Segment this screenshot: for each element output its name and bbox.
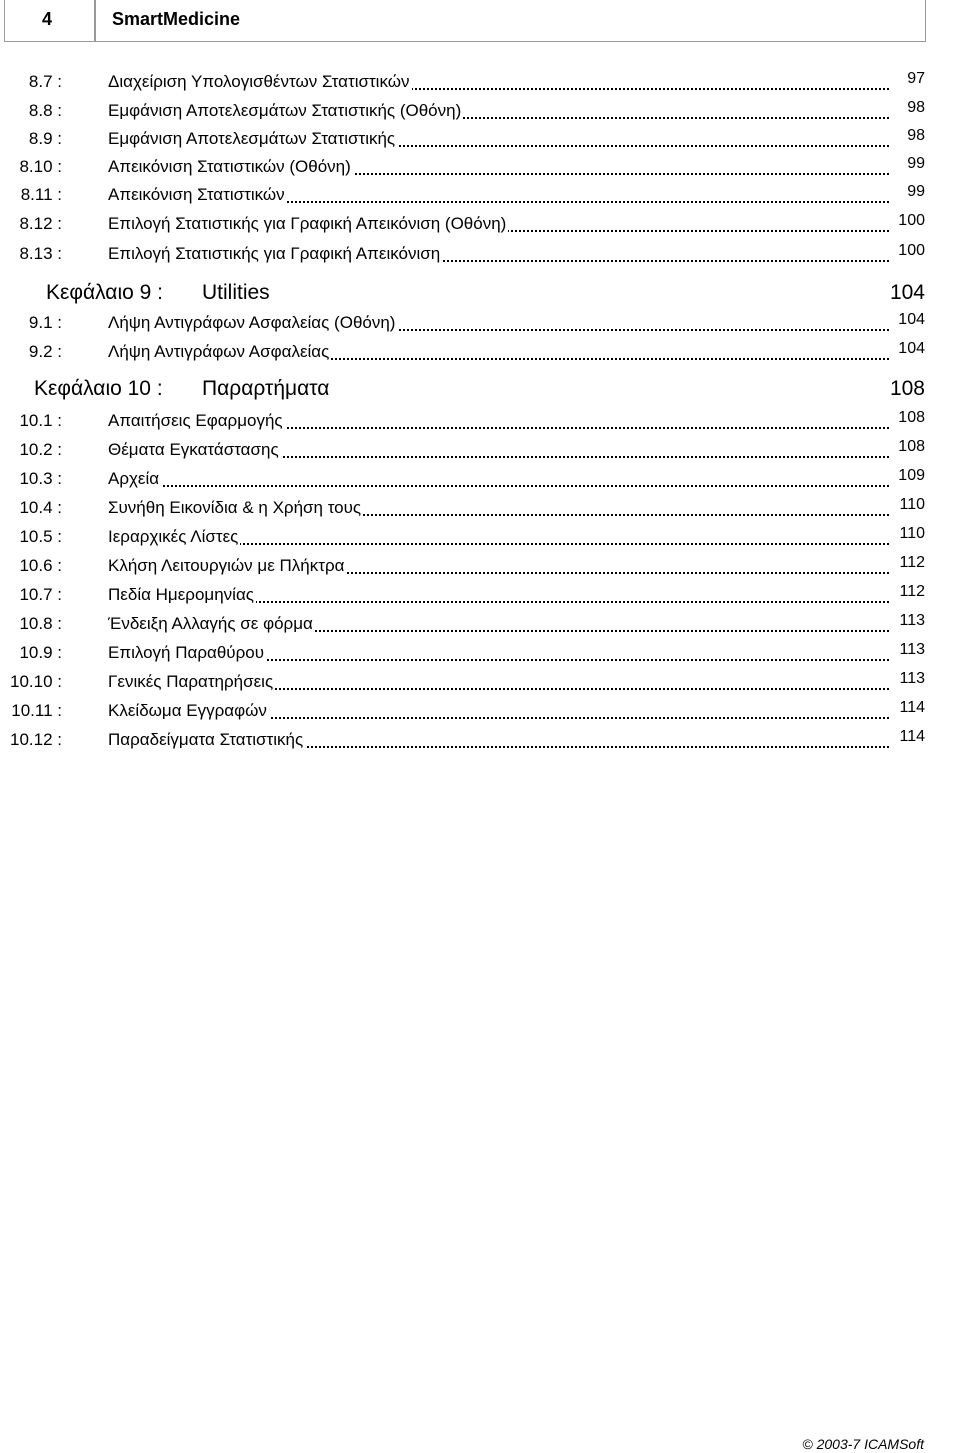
toc-entry-title: Απαιτήσεις Εφαρμογής	[108, 411, 283, 430]
toc-entry-number: 10.6 :	[19, 556, 62, 575]
toc-entry-page: 98	[907, 127, 925, 144]
chapter-label: Κεφάλαιο 10 :	[34, 377, 163, 400]
toc-entry-title: Παραδείγματα Στατιστικής	[108, 730, 304, 749]
toc-entry-page: 104	[898, 311, 925, 328]
toc-entry[interactable]	[19, 467, 925, 495]
toc-entry-title: Συνήθη Εικονίδια & η Χρήση τους	[108, 498, 362, 517]
chapter-heading-9[interactable]	[30, 281, 925, 311]
toc-entry-page: 98	[907, 99, 925, 116]
toc-entry-number: 10.5 :	[19, 527, 62, 546]
toc-entry-number: 10.3 :	[19, 469, 62, 488]
toc-entry-title: Ένδειξη Αλλαγής σε φόρμα	[108, 614, 313, 633]
toc-entry-title: Θέματα Εγκατάστασης	[108, 440, 279, 459]
toc-entry-page: 104	[898, 340, 925, 357]
toc-entry-page: 100	[898, 212, 925, 229]
toc-entry[interactable]	[30, 342, 925, 368]
toc-entry-title: Επιλογή Στατιστικής για Γραφική Απεικόνιση (Οθόνη)	[108, 214, 507, 233]
toc-leader-dots	[108, 485, 889, 487]
toc-entry-page: 99	[907, 183, 925, 200]
toc-entry-title: Κλήση Λειτουργιών με Πλήκτρα	[108, 556, 345, 575]
toc-entry[interactable]	[19, 212, 925, 240]
toc-entry-page: 97	[907, 70, 925, 87]
toc-entry-number: 10.4 :	[19, 498, 62, 517]
toc-entry-page: 108	[898, 438, 925, 455]
toc-entry-number: 8.8 :	[28, 101, 62, 120]
toc-entry-title: Πεδία Ημερομηνίας	[108, 585, 254, 604]
toc-entry[interactable]	[19, 438, 925, 466]
toc-entry-page: 110	[899, 496, 925, 513]
footer-copyright: © 2003-7 ICAMSoft	[802, 1436, 924, 1452]
toc-entry-title: Απεικόνιση Στατιστικών (Οθόνη)	[108, 157, 351, 176]
toc-entry-title: Γενικές Παρατηρήσεις	[108, 672, 274, 691]
toc-entry[interactable]	[19, 409, 925, 437]
toc-entry-number: 9.1 :	[28, 313, 62, 332]
toc-entry-title: Αρχεία	[108, 469, 160, 488]
toc-entry[interactable]	[10, 728, 925, 756]
toc-entry-page: 112	[899, 583, 925, 600]
toc-entry-page: 99	[907, 155, 925, 172]
toc-entry[interactable]	[30, 101, 925, 127]
toc-entry-title: Κλείδωμα Εγγραφών	[108, 701, 267, 720]
chapter-page: 108	[889, 377, 925, 400]
toc-entry-page: 100	[898, 242, 925, 259]
toc-entry[interactable]	[19, 583, 925, 611]
toc-entry[interactable]	[19, 155, 925, 183]
chapter-label: Κεφάλαιο 9 :	[46, 281, 163, 304]
toc-entry-title: Λήψη Αντιγράφων Ασφαλείας (Οθόνη)	[108, 313, 396, 332]
toc-entry[interactable]	[19, 242, 925, 270]
toc-entry-number: 10.11 :	[11, 701, 62, 720]
toc-entry-number: 8.12 :	[19, 214, 62, 233]
toc-entry-title: Ιεραρχικές Λίστες	[108, 527, 239, 546]
toc-entry-number: 8.13 :	[19, 244, 62, 263]
header-page-number: 4	[42, 9, 53, 29]
toc-entry[interactable]	[19, 554, 925, 582]
toc-entry-title: Εμφάνιση Αποτελεσμάτων Στατιστικής (Οθόνη)	[108, 101, 462, 120]
chapter-heading-10[interactable]	[30, 377, 925, 407]
toc-entry-number: 8.10 :	[19, 157, 62, 176]
chapter-page: 104	[889, 281, 925, 304]
toc-entry[interactable]	[19, 641, 925, 669]
toc-entry-page: 113	[899, 641, 925, 658]
toc-entry[interactable]	[30, 129, 925, 155]
toc-entry-page: 113	[899, 670, 925, 687]
toc-entry[interactable]	[10, 670, 925, 698]
toc-entry-number: 10.2 :	[19, 440, 62, 459]
toc-entry-title: Λήψη Αντιγράφων Ασφαλείας	[108, 342, 330, 361]
toc-entry-page: 114	[899, 699, 925, 716]
toc-entry-number: 10.1 :	[19, 411, 62, 430]
toc-entry-title: Διαχείριση Υπολογισθέντων Στατιστικών	[108, 72, 410, 91]
toc-entry-number: 8.9 :	[28, 129, 62, 148]
toc-entry-page: 112	[899, 554, 925, 571]
toc-entry-number: 10.9 :	[19, 643, 62, 662]
toc-entry-title: Επιλογή Παραθύρου	[108, 643, 264, 662]
toc-entry-page: 114	[899, 728, 925, 745]
toc-entry[interactable]	[19, 496, 925, 524]
toc-entry-page: 113	[899, 612, 925, 629]
toc-entry-number: 10.10 :	[10, 672, 62, 691]
toc-entry-title: Επιλογή Στατιστικής για Γραφική Απεικόνιση	[108, 244, 441, 263]
toc-entry-number: 8.7 :	[28, 72, 62, 91]
header-title: SmartMedicine	[112, 9, 241, 29]
toc-entry-page: 109	[898, 467, 925, 484]
chapter-title: Παραρτήματα	[202, 377, 330, 400]
toc-entry-number: 9.2 :	[28, 342, 62, 361]
toc-entry[interactable]	[19, 612, 925, 640]
toc-entry[interactable]	[20, 183, 925, 211]
toc-entry-number: 8.11 :	[20, 185, 62, 204]
chapter-title: Utilities	[202, 281, 270, 304]
toc-entry-page: 108	[898, 409, 925, 426]
toc-entry-title: Απεικόνιση Στατιστικών	[108, 185, 285, 204]
toc-entry-number: 10.7 :	[19, 585, 62, 604]
toc-entry[interactable]	[19, 525, 925, 553]
toc-entry[interactable]	[11, 699, 925, 727]
toc-entry-number: 10.8 :	[19, 614, 62, 633]
toc-entry-number: 10.12 :	[10, 730, 62, 749]
toc-entry[interactable]	[30, 313, 925, 339]
toc-entry-page: 110	[899, 525, 925, 542]
toc-entry[interactable]	[30, 72, 925, 98]
toc-entry-title: Εμφάνιση Αποτελεσμάτων Στατιστικής	[108, 129, 396, 148]
